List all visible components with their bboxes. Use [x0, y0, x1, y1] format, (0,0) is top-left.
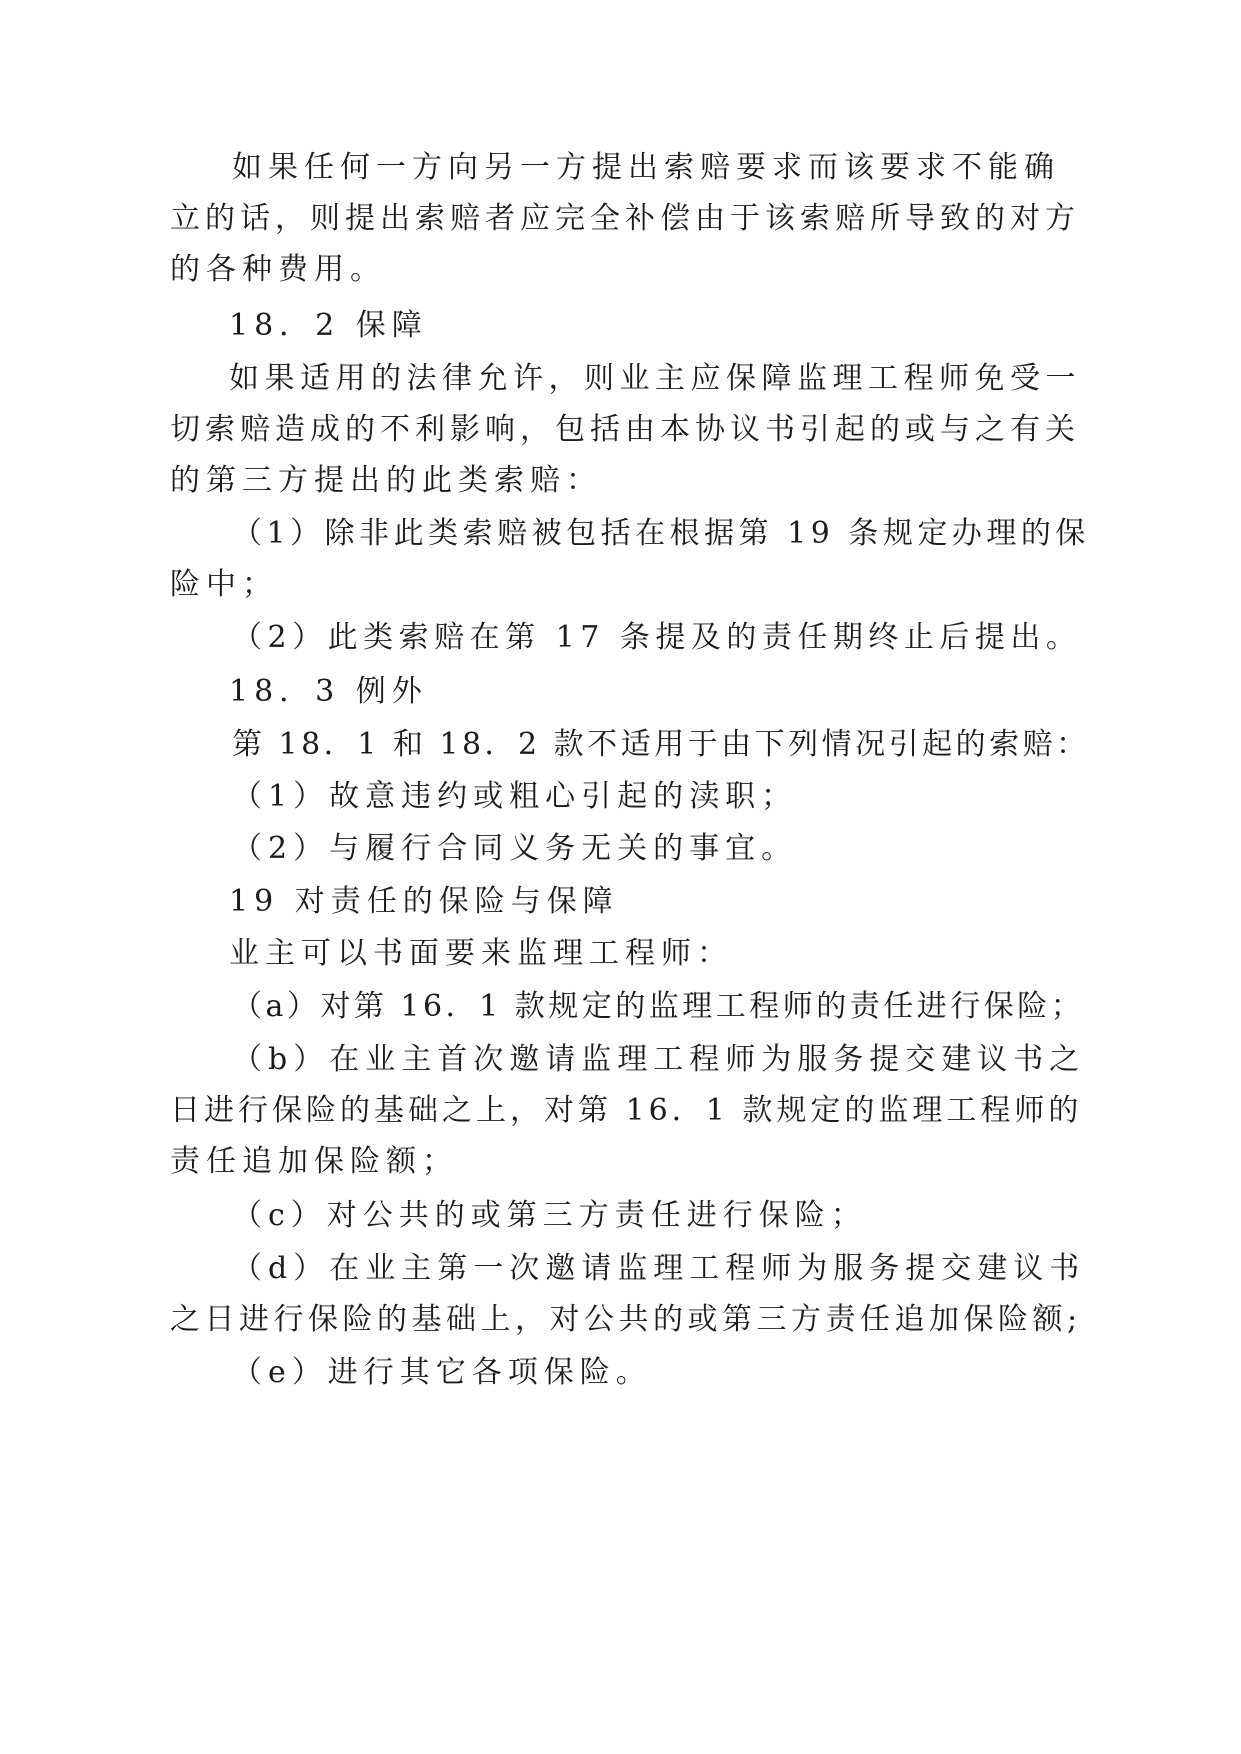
- list-item: （b）在业主首次邀请监理工程师为服务提交建议书之: [232, 1042, 1086, 1077]
- list-item: （d）在业主第一次邀请监理工程师为服务提交建议书: [232, 1251, 1086, 1286]
- paragraph-line: 业主可以书面要来监理工程师：: [229, 936, 733, 971]
- section-heading: 18．2 保障: [229, 308, 428, 343]
- list-item: （1）故意违约或粗心引起的渎职；: [232, 779, 798, 814]
- list-item: （1）除非此类索赔被包括在根据第 19 条规定办理的保: [232, 516, 1090, 551]
- list-item-continuation: 日进行保险的基础之上，对第 16．1 款规定的监理工程师的: [170, 1093, 1083, 1128]
- paragraph-line: 如果适用的法律允许，则业主应保障监理工程师免受一: [229, 361, 1081, 396]
- list-item: （a）对第 16．1 款规定的监理工程师的责任进行保险；: [232, 989, 1085, 1024]
- paragraph-line: 的第三方提出的此类索赔：: [170, 463, 602, 498]
- list-item: （e）进行其它各项保险。: [232, 1355, 652, 1390]
- section-heading: 19 对责任的保险与保障: [229, 884, 619, 919]
- list-item-continuation: 责任追加保险额；: [170, 1144, 458, 1179]
- paragraph-line: 立的话，则提出索赔者应完全补偿由于该索赔所导致的对方: [170, 201, 1080, 236]
- list-item-continuation: 之日进行保险的基础上，对公共的或第三方责任追加保险额;: [170, 1302, 1082, 1337]
- list-item: （2）与履行合同义务无关的事宜。: [232, 831, 798, 866]
- list-item-continuation: 险中；: [170, 567, 278, 602]
- section-heading: 18．3 例外: [229, 674, 428, 709]
- paragraph-line: 如果任何一方向另一方提出索赔要求而该要求不能确: [232, 150, 1060, 185]
- paragraph-line: 第 18．1 和 18．2 款不适用于由下列情况引起的索赔：: [232, 727, 1090, 762]
- paragraph-line: 切索赔造成的不利影响，包括由本协议书引起的或与之有关: [170, 412, 1080, 447]
- list-item: （2）此类索赔在第 17 条提及的责任期终止后提出。: [232, 620, 1082, 655]
- paragraph-line: 的各种费用。: [170, 252, 386, 287]
- list-item: （c）对公共的或第三方责任进行保险；: [232, 1198, 867, 1233]
